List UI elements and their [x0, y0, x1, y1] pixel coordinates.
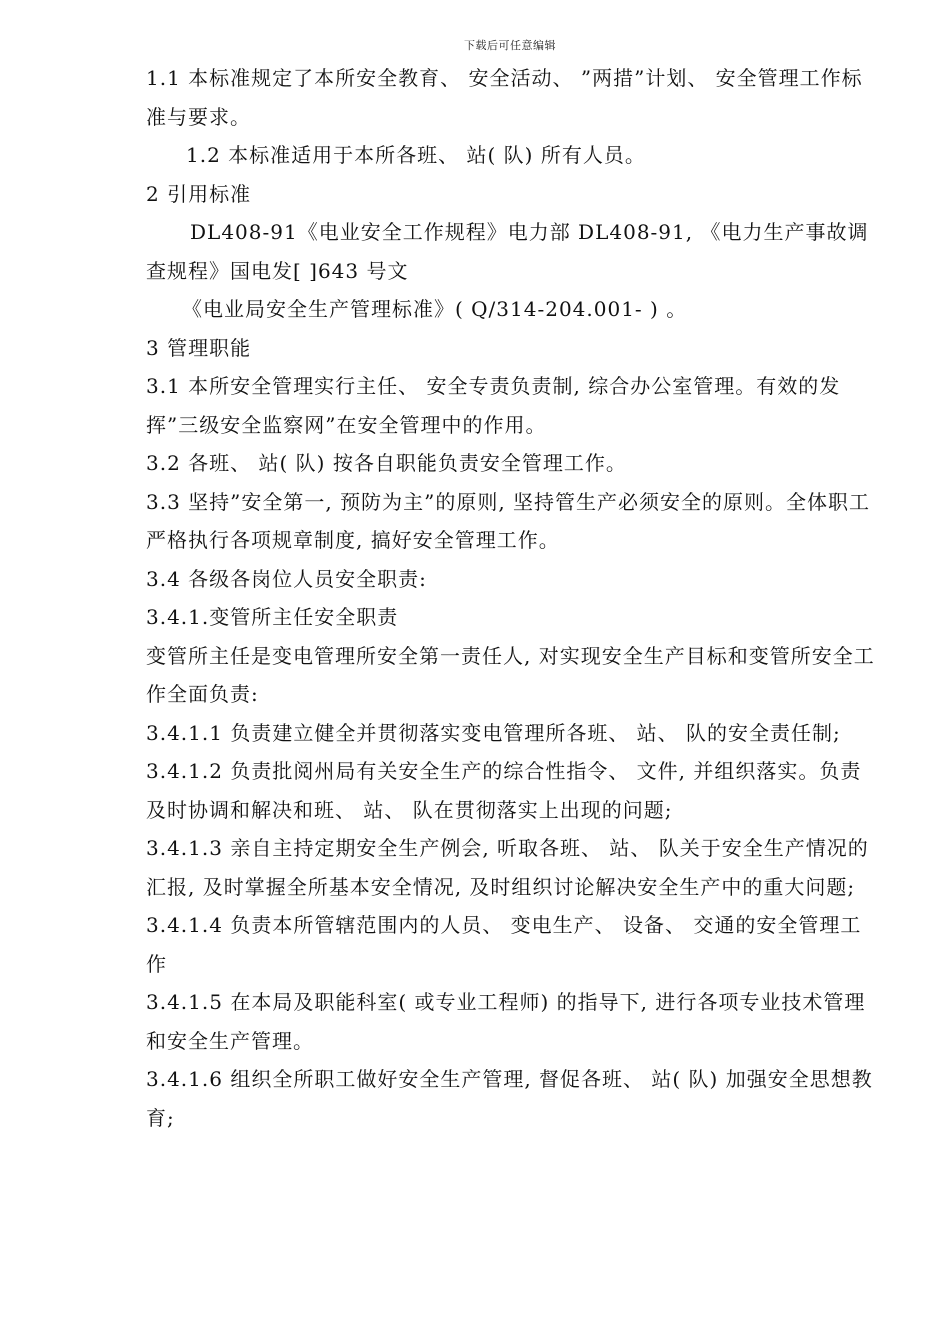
paragraph-3-4-1-2: 3.4.1.2 负责批阅州局有关安全生产的综合性指令、 文件, 并组织落实。负责及时协调和解决和班、 站、 队在贯彻落实上出现的问题; [146, 759, 862, 822]
paragraph-1-1: 1.1 本标准规定了本所安全教育、 安全活动、 ”两措”计划、 安全管理工作标准与要求。 [146, 66, 863, 129]
document-body [146, 59, 882, 1137]
paragraph-3-3: 3.3 坚持”安全第一, 预防为主”的原则, 坚持管生产必须安全的原则。全体职工严格执行各项规章制度, 搞好安全管理工作。 [146, 489, 871, 552]
paragraph-3-4-1: 3.4.1.变管所主任安全职责 [146, 605, 399, 629]
paragraph-3-4-1-1: 3.4.1.1 负责建立健全并贯彻落实变电管理所各班、 站、 队的安全责任制; [146, 720, 841, 745]
heading-3-management: 3 管理职能 [146, 335, 252, 360]
paragraph-3-2: 3.2 各班、 站( 队) 按各自职能负责安全管理工作。 [146, 451, 627, 475]
heading-2-references: 2 引用标准 [146, 181, 252, 206]
header-note: 下载后可任意编辑 [464, 39, 556, 52]
paragraph-references-1: DL408-91《电业安全工作规程》电力部 DL408-91, 《电力生产事故调查规程》国电发[ ]643 号文 [146, 220, 869, 283]
paragraph-3-4-1-6: 3.4.1.6 组织全所职工做好安全生产管理, 督促各班、 站( 队) 加强安全思想教育; [146, 1067, 873, 1130]
paragraph-references-2: 《电业局安全生产管理标准》( Q/314-204.001- ) 。 [182, 297, 688, 321]
paragraph-3-4-1-5: 3.4.1.5 在本局及职能科室( 或专业工程师) 的指导下, 进行各项专业技术管理和安全生产管理。 [146, 990, 866, 1053]
paragraph-director-duty: 变管所主任是变电管理所安全第一责任人, 对实现安全生产目标和变管所安全工作全面负责: [146, 643, 875, 706]
paragraph-3-4: 3.4 各级各岗位人员安全职责: [146, 566, 427, 591]
paragraph-3-4-1-4: 3.4.1.4 负责本所管辖范围内的人员、 变电生产、 设备、 交通的安全管理工作 [146, 913, 862, 976]
paragraph-3-4-1-3: 3.4.1.3 亲自主持定期安全生产例会, 听取各班、 站、 队关于安全生产情况的汇报, 及时掌握全所基本安全情况, 及时组织讨论解决安全生产中的重大问题; [146, 836, 869, 899]
paragraph-1-2: 1.2 本标准适用于本所各班、 站( 队) 所有人员。 [186, 143, 646, 167]
paragraph-3-1: 3.1 本所安全管理实行主任、 安全专责负责制, 综合办公室管理。有效的发挥”三级安全监察网”在安全管理中的作用。 [146, 374, 841, 437]
